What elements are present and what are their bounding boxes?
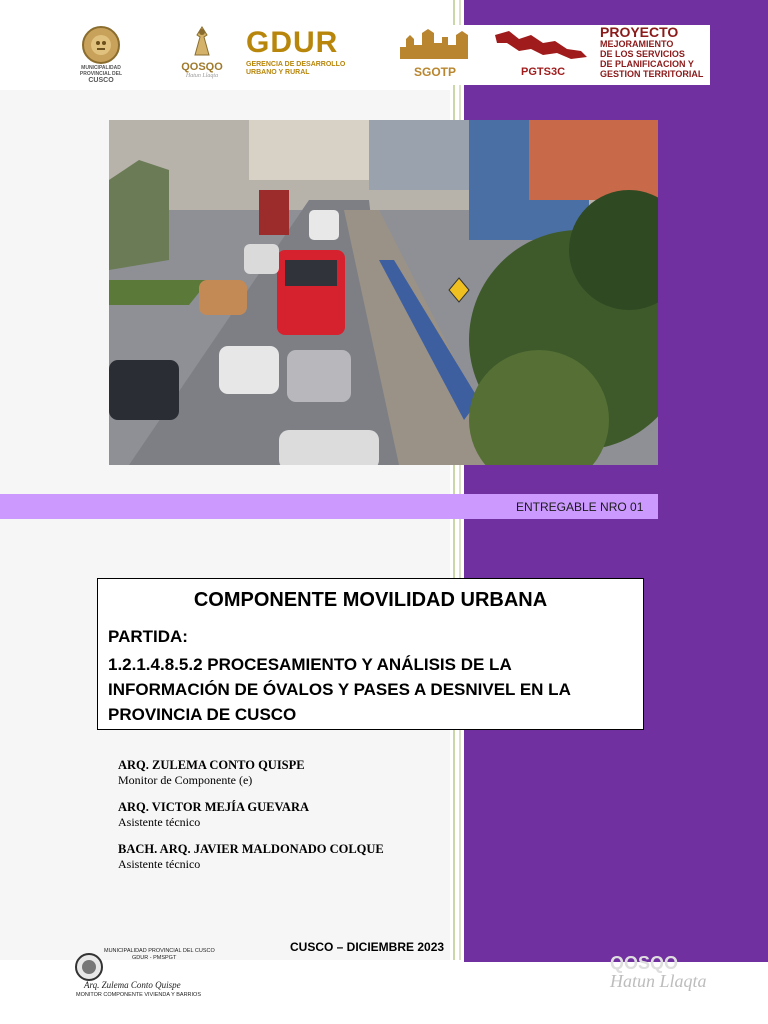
gdur-logo (246, 25, 376, 85)
muni-line1: MUNICIPALIDAD PROVINCIAL DEL (79, 65, 123, 77)
logo-strip (66, 25, 710, 85)
sgotp-name: SGOTP (414, 65, 457, 79)
cusco-seal-icon (79, 25, 123, 65)
street-scene-illustration (109, 120, 658, 465)
proyecto-line5: GESTION TERRITORIAL (600, 69, 704, 79)
watermark-word: QOSQO (610, 953, 679, 973)
stamp-line1: MUNICIPALIDAD PROVINCIAL DEL CUSCO (104, 948, 215, 954)
qosqo-logo (172, 25, 232, 85)
title-box (97, 578, 644, 730)
person-2 (118, 800, 309, 830)
pgts3c-name: PGTS3C (521, 66, 566, 78)
person-role: Monitor de Componente (e) (118, 773, 253, 787)
cover-photo (109, 120, 658, 465)
signature-stamp (74, 948, 224, 1002)
map-shape-icon (491, 25, 591, 65)
person-name: ARQ. VICTOR MEJÍA GUEVARA (118, 800, 310, 814)
component-title: COMPONENTE MOVILIDAD URBANA (193, 589, 548, 611)
proyecto-line1: PROYECTO (600, 24, 679, 40)
qosqo-name: QOSQO (181, 61, 223, 73)
gdur-line2: URBANO Y RURAL (246, 69, 310, 76)
stamp-line2: GDUR - PMSPGT (132, 955, 177, 961)
deliverable-label: ENTREGABLE NRO 01 (516, 500, 644, 514)
stamp-signature: Arq. Zulema Conto Quispe (84, 980, 181, 990)
sgotp-logo (398, 25, 474, 85)
qosqo-tag: Hatun Llaqta (185, 73, 219, 79)
person-name: ARQ. ZULEMA CONTO QUISPE (118, 758, 305, 772)
proyecto-line3: DE LOS SERVICIOS (600, 49, 685, 59)
pgts3c-logo (491, 25, 591, 85)
person-name: BACH. ARQ. JAVIER MALDONADO COLQUE (118, 842, 384, 856)
person-1 (118, 758, 305, 788)
stamp-line3: MONITOR COMPONENTE VIVIENDA Y BARRIOS (76, 992, 201, 998)
proyecto-logo (600, 25, 710, 85)
watermark-tag: Hatun Llaqta (610, 971, 707, 991)
municipalidad-logo (66, 25, 136, 85)
stamp-seal-icon (74, 952, 104, 982)
partida-description: 1.2.1.4.8.5.2 PROCESAMIENTO Y ANÁLISIS DE LA INFORMACIÓN DE ÓVALOS Y PASES A DESNIVEL EN LA PROVINCIA DE CUSCO (108, 655, 571, 724)
proyecto-line2: MEJORAMIENTO (600, 39, 674, 49)
gdur-line1: GERENCIA DE DESARROLLO (246, 61, 346, 68)
city-skyline-icon (398, 25, 472, 63)
inca-figure-icon (185, 25, 219, 61)
gdur-name: GDUR (246, 26, 339, 59)
qosqo-watermark (610, 955, 707, 992)
person-role: Asistente técnico (118, 815, 201, 829)
person-role: Asistente técnico (118, 857, 201, 871)
muni-line2: CUSCO (88, 77, 114, 84)
place-date: CUSCO – DICIEMBRE 2023 (290, 940, 445, 954)
proyecto-line4: DE PLANIFICACION Y (600, 59, 694, 69)
person-3 (118, 842, 384, 872)
partida-label: PARTIDA: (108, 627, 188, 646)
